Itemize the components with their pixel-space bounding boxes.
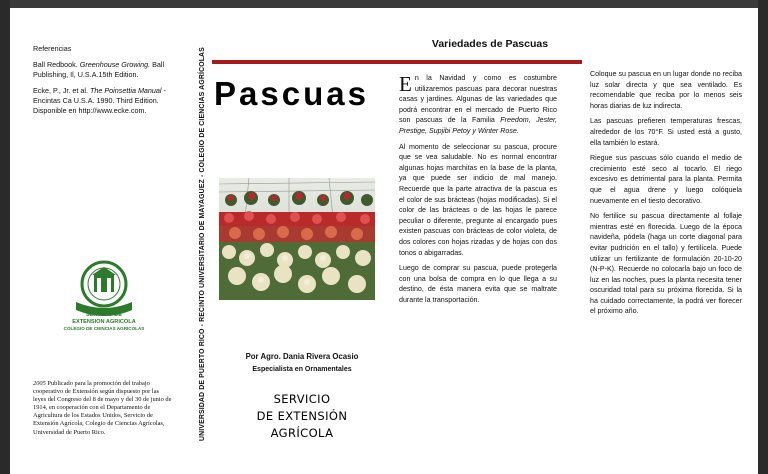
reference-2-authors: Ecke, P., Jr. et al.: [33, 86, 88, 95]
right-paragraph-2: Las pascuas prefieren temperaturas frescas, alrededor de los 70°F. Si usted está a gusto, ella también lo estará.: [590, 117, 742, 147]
vertical-strip: [196, 40, 214, 448]
reference-1-title: Greenhouse Growing.: [79, 60, 151, 69]
logo-line-2: EXTENSION AGRICOLA: [72, 318, 136, 325]
right-paragraph-3: Riegue sus pascuas sólo cuando el medio de crecimiento esté seco al tocarlo. El riego excesivo es detrimental para la planta. Permita que el agua drene y luego colóquela nuevamente en el tiesto decorativo.: [590, 154, 742, 205]
poinsettia-greenhouse-photo: [219, 178, 375, 300]
reference-2-details: - Encintas Ca U.S.A. 1990. Third Edition. Disponible en http://www.ecke.com.: [33, 86, 166, 115]
servicio-extension-label: [222, 391, 382, 442]
cover-title: Pascuas: [214, 75, 369, 112]
logo-line-1: SERVICIO DE: [86, 312, 122, 318]
header-rule: [212, 60, 582, 64]
reference-1-authors: Ball Redbook.: [33, 60, 78, 69]
window-left-edge: [0, 0, 10, 474]
vertical-strip-text: UNIVERSIDAD DE PUERTO RICO - RECINTO UNIVERSITARIO DE MAYAGUEZ - COLEGIO DE CIENCIAS AGRÍCOLAS: [199, 47, 206, 441]
reference-1-details: Ball Publishing, Il, U.S.A.15th Edition.: [33, 60, 165, 79]
right-paragraph-1: Coloque su pascua en un lugar donde no reciba luz solar directa y que sea ventilado. Es recomendable que reciba por lo menos seis horas diarias de luz indirecta.: [590, 70, 742, 110]
window-top-edge: [0, 0, 768, 8]
middle-column: [399, 73, 557, 310]
logo-caption: [56, 312, 152, 332]
references-title: Referencias: [33, 44, 72, 53]
servicio-line-1: SERVICIO: [273, 392, 331, 406]
section-heading: Variedades de Pascuas: [431, 38, 549, 50]
right-paragraph-4: No fertilice su pascua directamente al follaje mientras esté en florecida. Luego de la época navideña, pódela (haga un corte diagonal para evitar pudrición en el tallo) y fertilícela. Puede utilizar un fertilizante de formulación 20-10-20 (N-P-K). Recuerde no colocarla bajo un foco de luz en las noches, pues la planta necesita tener oscuridad total para su próxima florecida. Si la ha cuidado correctamente, la podrá ver florecer el próximo año.: [590, 212, 742, 316]
reference-2-title: The Poinsettia Manual: [90, 86, 162, 95]
servicio-line-2: DE EXTENSIÓN: [256, 409, 348, 423]
author-block: [222, 350, 382, 376]
colophon-text: Publicado para la promoción del trabajo cooperativo de Extensión según dispuesto por las leyes del Congreso del 8 de mayo y del 30 de junio de 1914, en cooperación con el Departamento de Agricultura de los Estados Unidos, Servicio de Extensión Agrícola, Colegio de Ciencias Agrícolas, Universidad de Puerto Rico.: [33, 380, 172, 436]
author-name: Por Agro. Dania Rivera Ocasio: [245, 352, 359, 361]
reference-2: [33, 86, 168, 116]
reference-1: [33, 60, 168, 80]
middle-paragraph-1-text: n la Navidad y como es costumbre utilizaremos pascuas para decorar nuestras casas y jardines. Algunas de las variedades que podrá encontrar en el mercado de Puerto Rico son pascuas de la Familia: [399, 74, 557, 125]
middle-paragraph-3: Luego de comprar su pascua, puede protegerla con una bolsa de compra en lo que llega a su destino, de ésta manera evita que se maltrate durante la transportación.: [399, 264, 557, 304]
colophon: [33, 380, 173, 437]
servicio-line-3: AGRÍCOLA: [270, 426, 334, 440]
window-right-edge: [758, 0, 768, 474]
logo-line-3: COLEGIO DE CIENCIAS AGRICOLAS: [63, 325, 145, 331]
middle-paragraph-1: [399, 73, 557, 137]
variety-list: Freedom, Jester, Prestige, Supjibi Petoy y Winter Rose.: [399, 116, 557, 135]
colophon-year: 2005: [33, 380, 46, 387]
drop-cap: E: [399, 72, 412, 96]
right-column: [590, 69, 742, 322]
author-role: Especialista en Ornamentales: [252, 366, 352, 373]
references-section: [33, 44, 168, 122]
middle-paragraph-2: Al momento de seleccionar su pascua, procure que se vea saludable. No es normal encontrar algunas hojas marchitas en la base de la planta, ya que puede ser indicio de mal manejo. Recuerde que la parte atractiva de la pascua es el color de sus brácteas (hojas modificadas). Si el color de las brácteas o de las hojas le parece peculiar o diferente, pregunte al encargado pues existen pascuas con brácteas de color violeta, de dos colores con hojas rizadas y de hojas con dos tonos o abigarradas.: [399, 142, 557, 257]
